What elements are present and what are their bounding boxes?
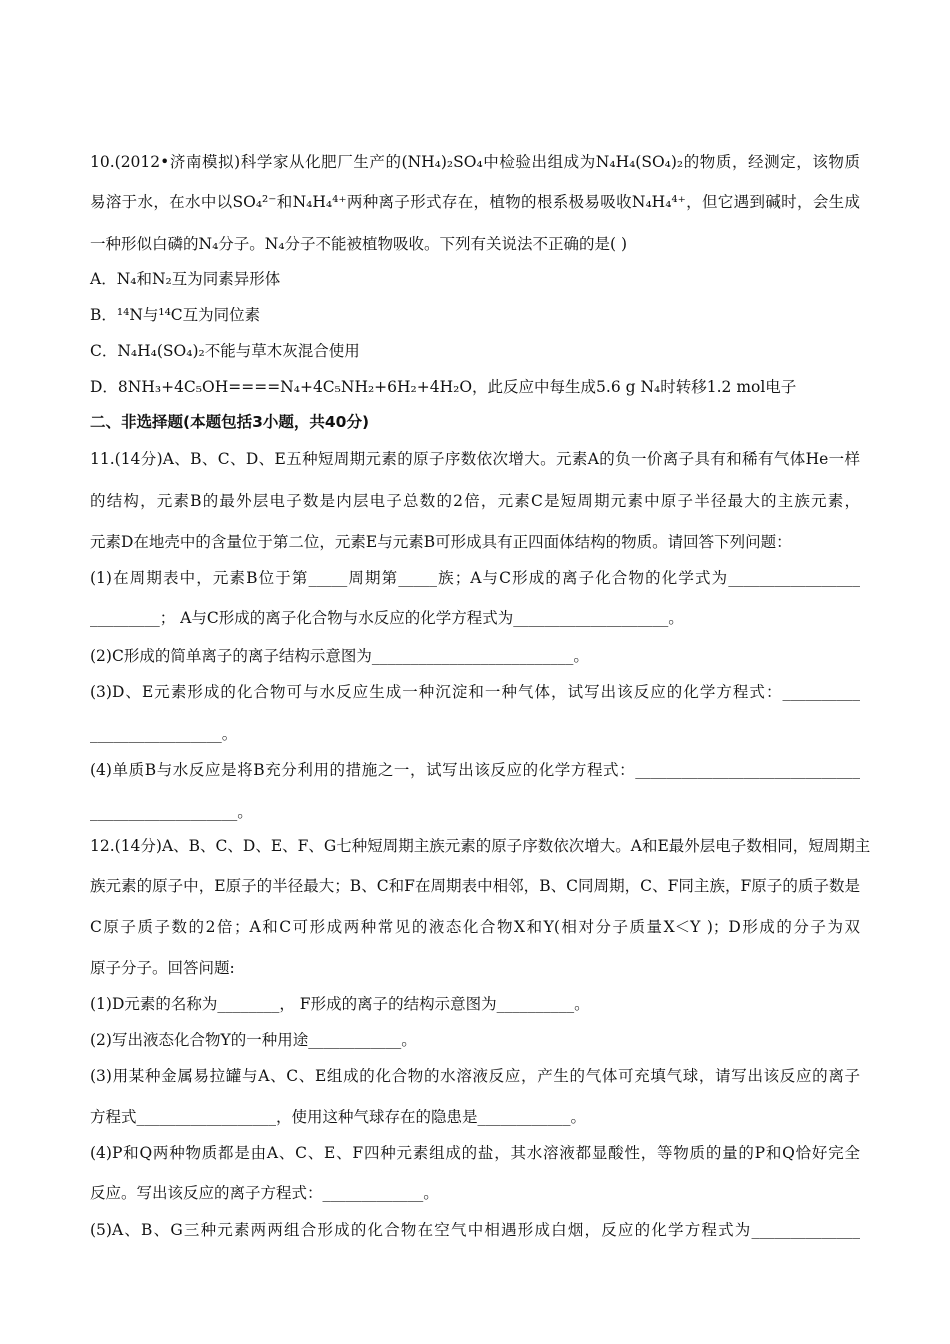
q10-option-b: B．¹⁴N与¹⁴C互为同位素 — [90, 306, 261, 324]
q11-sub-4: (4)单质B与水反应是将B充分利用的措施之一，试写出该反应的化学方程式：_____________________________ — [90, 761, 860, 779]
q10-option-a: A．N₄和N₂互为同素异形体 — [90, 270, 281, 288]
q10-option-d: D．8NH₃+4C₅OH====N₄+4C₅NH₂+6H₂+4H₂O，此反应中每生成5.6 g N₄时转移1.2 mol电子 — [90, 378, 797, 396]
q10-line-2: 易溶于水，在水中以SO₄²⁻和N₄H₄⁴⁺两种离子形式存在，植物的根系极易吸收N₄H₄⁴⁺，但它遇到碱时，会生成 — [90, 193, 860, 211]
q11-line-3: 元素D在地壳中的含量位于第二位，元素E与元素B可形成具有正四面体结构的物质。请回答下列问题： — [90, 533, 792, 551]
q12-line-4: 原子分子。回答问题: — [90, 959, 235, 977]
section-heading: 二、非选择题(本题包括3小题，共40分) — [90, 413, 370, 431]
q12-line-1: 12.(14分)A、B、C、D、E、F、G七种短周期主族元素的原子序数依次增大。A和E最外层电子数相同，短周期主 — [90, 837, 871, 855]
q11-sub-4-cont: ___________________。 — [90, 803, 253, 821]
q12-sub-3: (3)用某种金属易拉罐与A、C、E组成的化合物的水溶液反应，产生的气体可充填气球，请写出该反应的离子 — [90, 1067, 860, 1085]
q12-sub-4-cont: 反应。写出该反应的离子方程式：_____________。 — [90, 1184, 439, 1202]
q10-option-c: C．N₄H₄(SO₄)₂不能与草木灰混合使用 — [90, 342, 360, 360]
q12-line-3: C原子质子数的2倍；A和C可形成两种常见的液态化合物X和Y(相对分子质量X＜Y )；D形成的分子为双 — [90, 918, 860, 936]
q11-sub-1: (1)在周期表中，元素B位于第_____周期第_____族；A与C形成的离子化合物的化学式为_________________ — [90, 569, 860, 587]
q12-sub-5: (5)A、B、G三种元素两两组合形成的化合物在空气中相遇形成白烟，反应的化学方程式为______________ — [90, 1221, 860, 1239]
q11-sub-2: (2)C形成的简单离子的离子结构示意图为__________________________。 — [90, 647, 589, 665]
q10-line-3: 一种形似白磷的N₄分子。N₄分子不能被植物吸收。下列有关说法不正确的是( ) — [90, 235, 628, 253]
q12-sub-2: (2)写出液态化合物Y的一种用途____________。 — [90, 1031, 417, 1049]
q10-line-1: 10.(2012•济南模拟)科学家从化肥厂生产的(NH₄)₂SO₄中检验出组成为N₄H₄(SO₄)₂的物质，经测定，该物质 — [90, 153, 860, 171]
q12-sub-1: (1)D元素的名称为________， F形成的离子的结构示意图为__________。 — [90, 995, 590, 1013]
q11-sub-3: (3)D、E元素形成的化合物可与水反应生成一种沉淀和一种气体，试写出该反应的化学方程式：__________ — [90, 683, 860, 701]
q11-line-1: 11.(14分)A、B、C、D、E五种短周期元素的原子序数依次增大。元素A的负一价离子具有和稀有气体He一样 — [90, 450, 860, 468]
q11-sub-3-cont: _________________。 — [90, 725, 238, 743]
q11-sub-1-cont: _________； A与C形成的离子化合物与水反应的化学方程式为____________________。 — [90, 609, 684, 627]
q12-sub-4: (4)P和Q两种物质都是由A、C、E、F四种元素组成的盐，其水溶液都显酸性，等物质的量的P和Q恰好完全 — [90, 1144, 860, 1162]
q11-line-2: 的结构，元素B的最外层电子数是内层电子总数的2倍，元素C是短周期元素中原子半径最大的主族元素， — [90, 492, 860, 510]
q12-line-2: 族元素的原子中，E原子的半径最大；B、C和F在周期表中相邻，B、C同周期，C、F同主族，F原子的质子数是 — [90, 877, 860, 895]
q12-sub-3-cont: 方程式__________________，使用这种气球存在的隐患是____________。 — [90, 1108, 587, 1126]
